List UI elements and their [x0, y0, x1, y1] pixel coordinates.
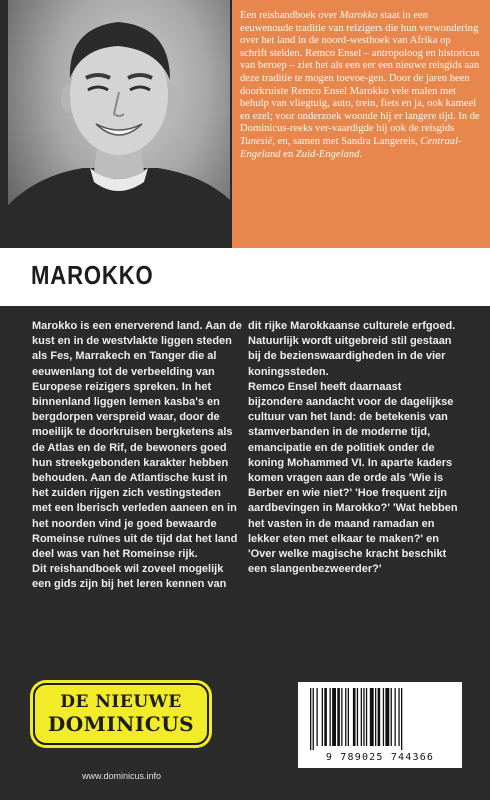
barcode-bar: [313, 688, 314, 750]
title-band: [0, 248, 490, 306]
right-paragraph-1: dit rijke Marokkaanse culturele erfgoed. Natuurlijk wordt uitgebreid stil gestaan bij de bezienswaardigheden in de vier koningssteden.: [248, 320, 456, 378]
author-portrait-image: [8, 0, 230, 248]
left-paragraph-1: Marokko is een enerverend land. Aan de kust en in de westvlakte liggen steden als Fes, Marrakech en Tanger die al eeuwenlang tot de verbeelding van Europese reizigers spreken. In het binnenland liggen lemen kasba's en bergdorpen verspreid waar, door de moeilijk te doorkruisen bergketens als de Atlas en de Rif, de bewoners goed hun streekgebonden karakter hebben behouden. Aan de Atlantische kust in het zuiden rijgen zich vestingsteden met een Iberisch verleden aaneen en in het noorden vind je goed bewaarde Romeinse ruïnes uit de tijd dat het land deel was van het Romeinse rijk.: [32, 320, 242, 561]
barcode-bar: [398, 688, 399, 746]
left-paragraph-2: Dit reishandboek wil zoveel mogelijk een gids zijn bij het leren kennen van: [32, 563, 227, 591]
barcode-bar: [332, 688, 336, 746]
barcode-bar: [322, 688, 323, 746]
author-blurb: Een reishandboek over Marokko staat in een eeuwenoude traditie van reizigers die hun verwondering over het land in de noord-westhoek van Afrika op schrift stelden. Remco Ensel – antropoloog en historicus van beroep – ziet het als een eer een nieuwe reisgids aan deze traditie te mogen toevoe-gen. Door de jaren heen doorkruiste Remco Ensel Marokko vele malen met behulp van vliegtuig, auto, trein, fiets en ja, ook kameel en ezel; voor onderzoek woonde hij er langere tijd. In de Dominicus-reeks ver-vaardigde hij ook de reisgids Tunesië, en, samen met Sandra Langereis, Centraal-Engeland en Zuid-Engeland.: [240, 10, 480, 160]
publisher-website: www.dominicus.info: [82, 771, 162, 781]
barcode-bar: [357, 688, 358, 746]
isbn-number: 9 789025 744366: [325, 752, 435, 763]
barcode-bar: [345, 688, 346, 746]
publisher-logo-frame: [33, 683, 209, 745]
barcode-bar: [378, 688, 381, 746]
barcode-bar: [395, 688, 396, 746]
barcode-bar: [375, 688, 376, 746]
barcode-bar: [363, 688, 364, 746]
blurb-panel: [232, 0, 490, 248]
publisher-logo: [30, 680, 212, 748]
description-left-column: [32, 319, 242, 593]
barcode-bar: [383, 688, 384, 746]
barcode-bar: [385, 688, 389, 746]
logo-line-1: DE NIEUWE: [60, 692, 182, 712]
barcode-bar: [341, 688, 342, 746]
barcode-bar: [337, 688, 340, 746]
barcode-bar: [366, 688, 367, 746]
barcode-bar: [317, 688, 318, 746]
barcode-bar: [310, 688, 311, 750]
barcode-bar: [330, 688, 331, 746]
barcode-bars: [308, 688, 452, 750]
book-title: MAROKKO: [31, 260, 154, 290]
barcode-bar: [370, 688, 374, 746]
isbn-barcode: [298, 682, 462, 768]
description-right-column: [248, 319, 458, 577]
logo-line-2: DOMINICUS: [47, 712, 195, 736]
barcode-bar: [348, 688, 349, 746]
right-paragraph-2: Remco Ensel heeft daarnaast bijzondere aandacht voor de dagelijkse cultuur van het land: de betekenis van stamverbanden in de moderne tijd, emancipatie en de politiek onder de koning Mohammed VI. In aparte kaders komen vragen aan de orde als 'Wie is Berber en wie niet?' 'Hoe frequent zijn aardbevingen in Marokko?' 'Wat hebben het vasten in de maand ramadan en lekker eten met elkaar te maken?' en 'Over welke magische kracht beschikt een slangenbezweerder?': [248, 380, 458, 576]
barcode-bar: [361, 688, 362, 746]
barcode-bar: [401, 688, 402, 750]
barcode-bar: [391, 688, 392, 746]
author-photo: [8, 0, 230, 248]
barcode-bar: [324, 688, 327, 746]
top-section: [0, 0, 490, 248]
barcode-bar: [353, 688, 356, 746]
